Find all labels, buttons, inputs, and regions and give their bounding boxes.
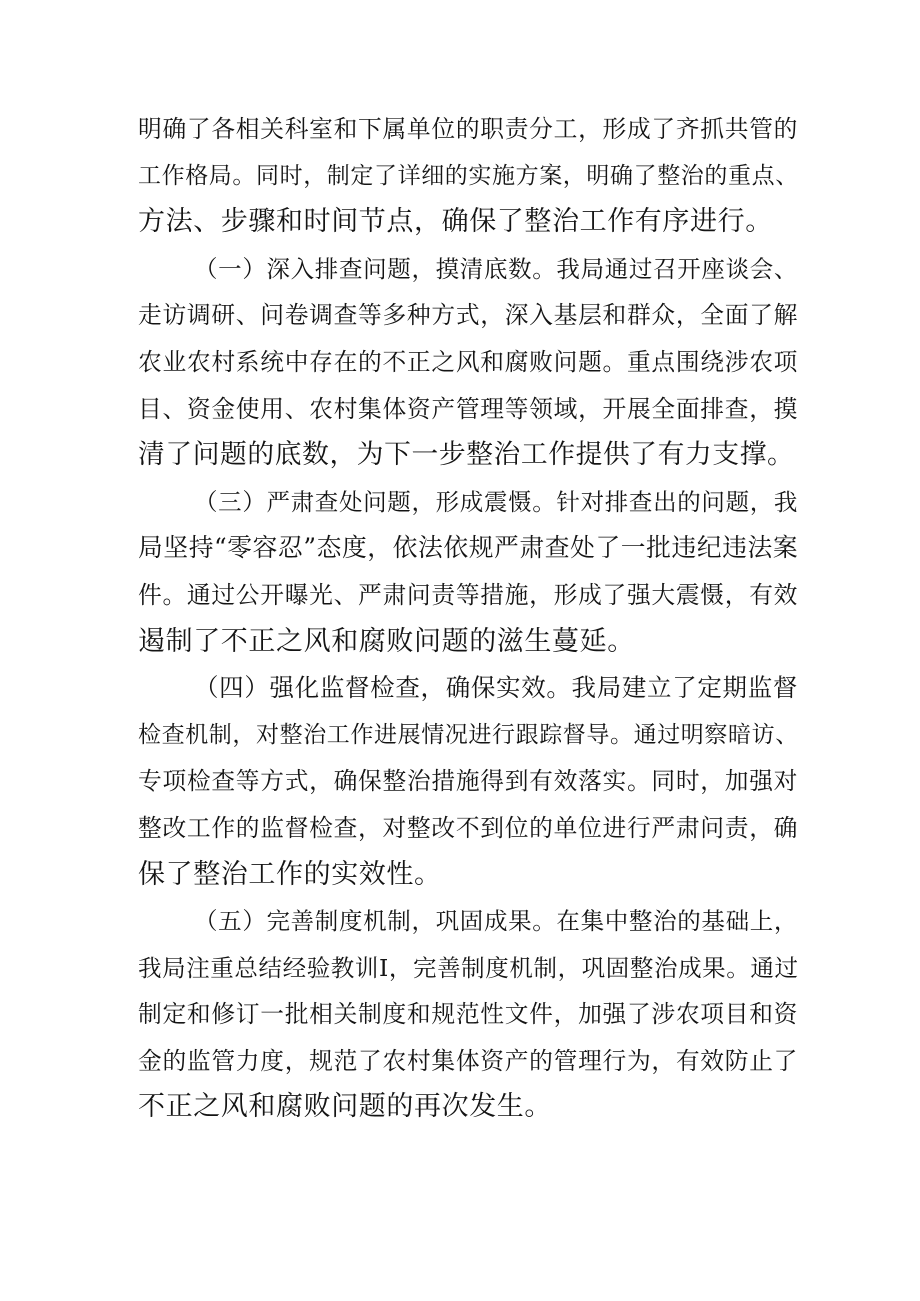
text-line: 专项检查等方式，确保整治措施得到有效落实。同时，加强对 bbox=[138, 767, 798, 796]
text-line: 清了问题的底数，为下一步整治工作提供了有力支撑。 bbox=[138, 439, 795, 471]
text-line: 明确了各相关科室和下属单位的职责分工，形成了齐抓共管的 bbox=[138, 115, 798, 143]
text-line: 目、资金使用、农村集体资产管理等领域，开展全面排查，摸 bbox=[138, 394, 798, 423]
paragraph-intro bbox=[138, 106, 798, 246]
text-line: 我局注重总结经验教训I，完善制度机制，巩固整治成果。通过 bbox=[138, 953, 799, 982]
text-line: 农业农村系统中存在的不正之风和腐败问题。重点围绕涉农项 bbox=[138, 347, 798, 376]
paragraph-section-5 bbox=[138, 898, 798, 1131]
text-line: 保了整治工作的实效性。 bbox=[138, 858, 442, 890]
paragraph-section-4 bbox=[138, 665, 798, 898]
paragraph-section-1 bbox=[138, 246, 798, 479]
text-line: 不正之风和腐败问题的再次发生。 bbox=[138, 1091, 552, 1123]
text-line: （五）完善制度机制，巩固成果。在集中整治的基础上， bbox=[194, 907, 798, 936]
text-line: 局坚持“零容忍”态度，依法依规严肃查处了一批违纪违法案 bbox=[138, 533, 799, 563]
text-line: 制定和修订一批相关制度和规范性文件，加强了涉农项目和资 bbox=[138, 1000, 798, 1029]
text-line: （四）强化监督检查，确保实效。我局建立了定期监督 bbox=[194, 673, 798, 703]
text-line: 件。通过公开曝光、严肃问责等措施，形成了强大震慑，有效 bbox=[138, 580, 798, 609]
text-line: 方法、步骤和时间节点，确保了整治工作有序进行。 bbox=[138, 206, 773, 238]
text-line: 遏制了不正之风和腐败问题的滋生蔓延。 bbox=[138, 625, 635, 657]
text-line: 走访调研、问卷调查等多种方式，深入基层和群众，全面了解 bbox=[138, 301, 798, 330]
text-line: （一）深入排查问题，摸清底数。我局通过召开座谈会、 bbox=[194, 254, 798, 283]
text-line: 整改工作的监督检查，对整改不到位的单位进行严肃问责，确 bbox=[138, 813, 798, 842]
document-body bbox=[138, 106, 798, 1131]
text-line: 检查机制，对整治工作进展情况进行跟踪督导。通过明察暗访、 bbox=[138, 721, 799, 748]
paragraph-section-3 bbox=[138, 479, 798, 665]
text-line: （三）严肃查处问题，形成震慑。针对排查出的问题，我 bbox=[194, 487, 798, 516]
text-line: 金的监管力度，规范了农村集体资产的管理行为，有效防止了 bbox=[138, 1046, 798, 1075]
text-line: 工作格局。同时，制定了详细的实施方案，明确了整治的重点、 bbox=[138, 162, 799, 189]
